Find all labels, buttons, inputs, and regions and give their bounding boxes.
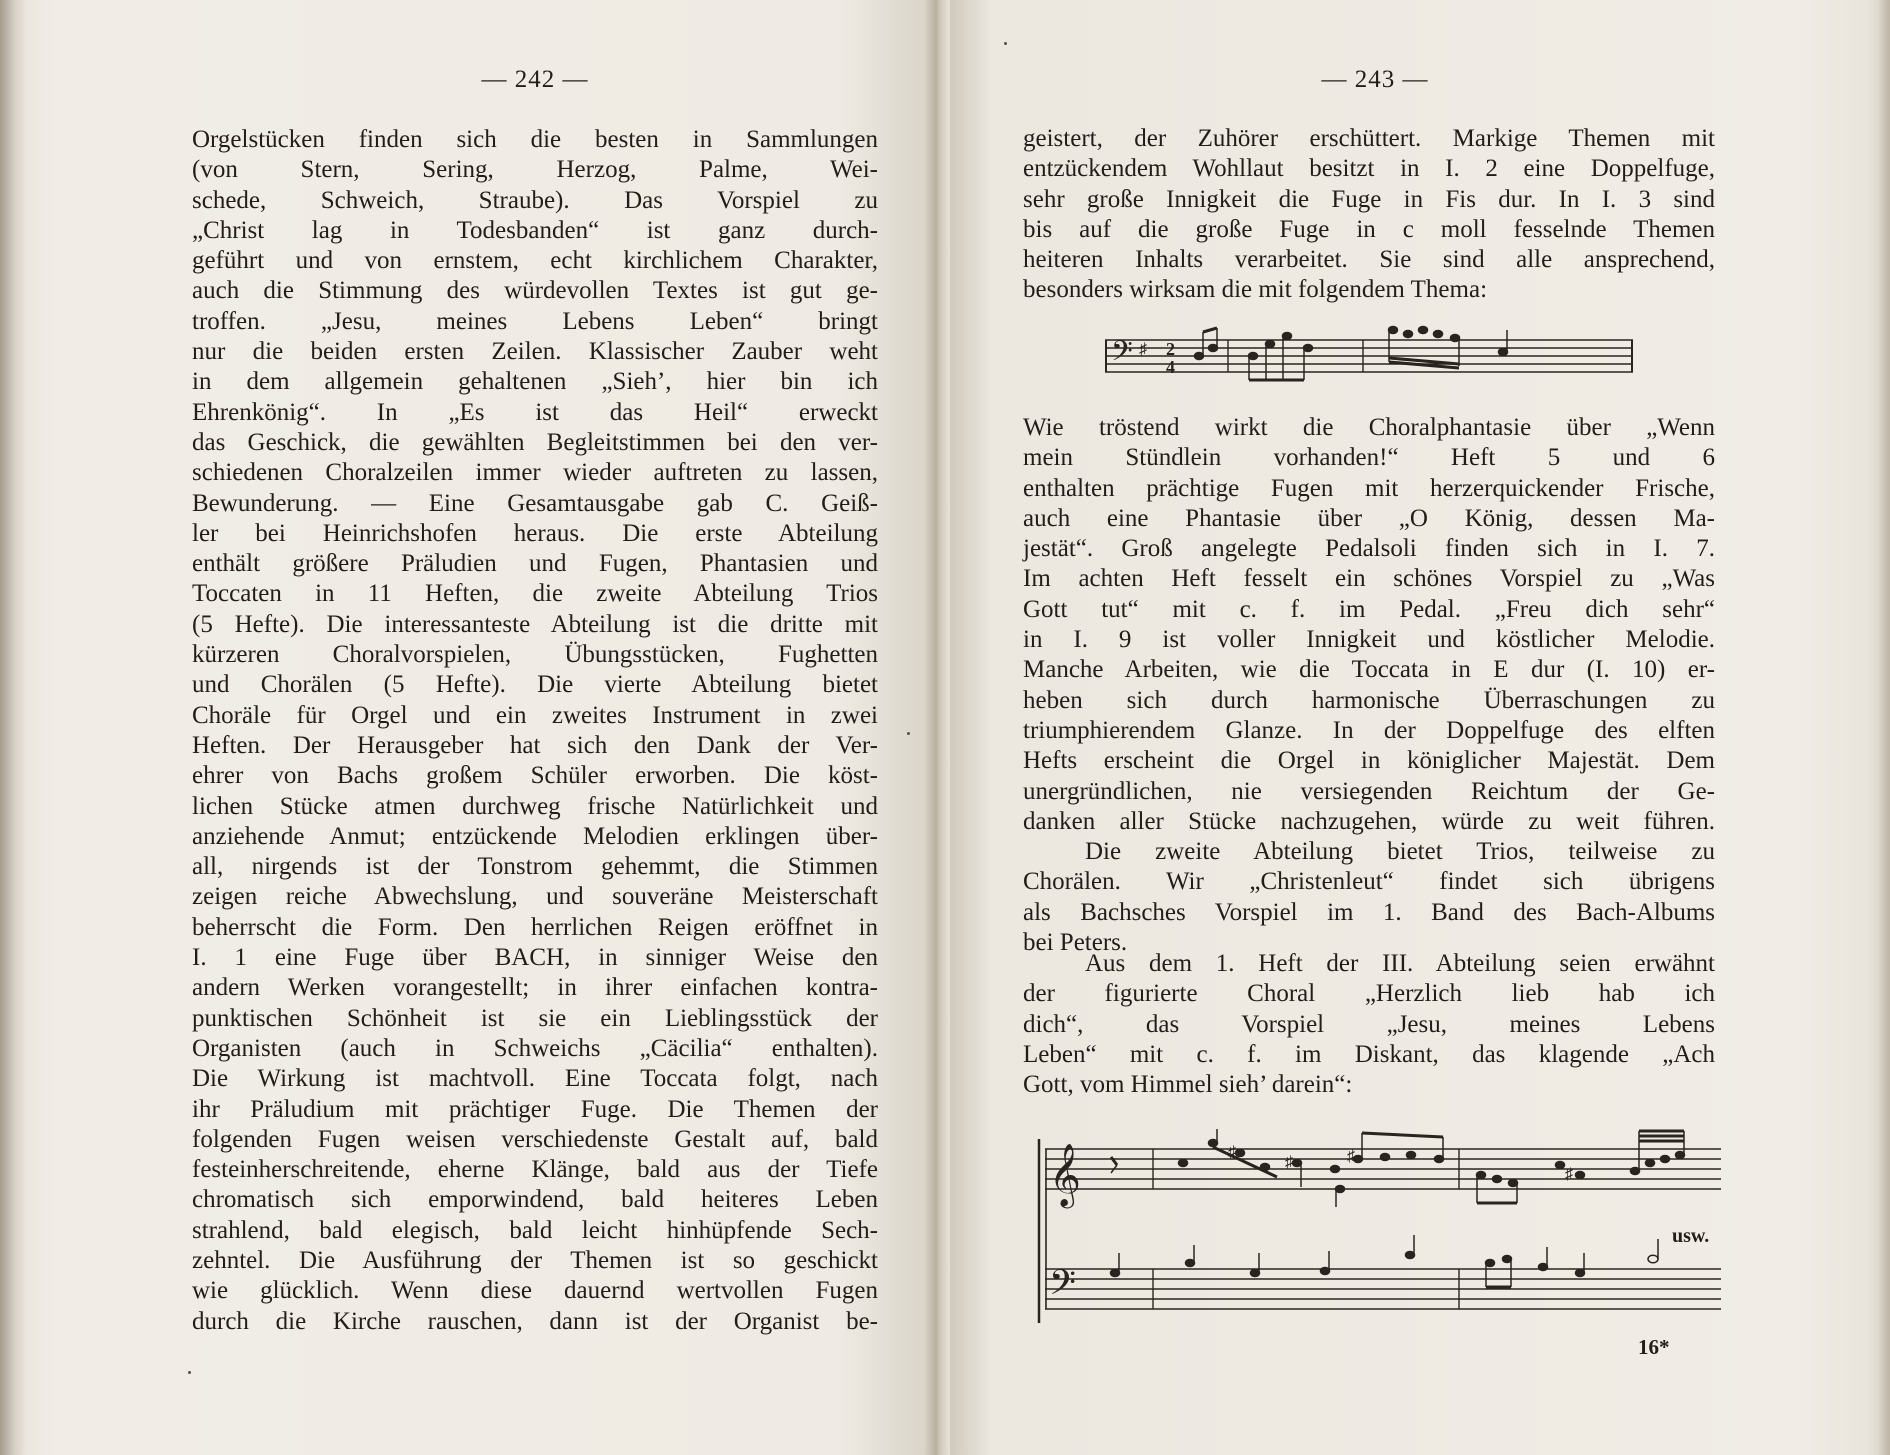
music-theme-excerpt (1103, 318, 1635, 390)
text-line: I. 1 eine Fuge über BACH, in sinniger Weise den (192, 944, 878, 972)
page-number-right: — 243 — (1321, 66, 1429, 93)
text-line: heiteren Inhalts verarbeitet. Sie sind alle ansprechend, (1023, 246, 1715, 274)
text-line: zeigen reiche Abwechslung, und souveräne Meisterschaft (192, 883, 878, 911)
usw-label: usw. (1672, 1225, 1710, 1247)
text-line: punktischen Schönheit ist sie ein Lieblingsstück der (192, 1004, 878, 1032)
text-line: kürzeren Choralvorspielen, Übungsstücken, Fughetten (192, 641, 878, 669)
text-line: mein Stündlein vorhanden!“ Heft 5 und 6 (1023, 444, 1715, 472)
svg-text:𝄢: 𝄢 (1111, 335, 1133, 375)
svg-text:♯: ♯ (1285, 1154, 1293, 1171)
page-number-left: — 242 — (481, 66, 589, 93)
text-line: enthält größere Präludien und Fugen, Phantasien und (192, 550, 878, 578)
text-line: (5 Hefte). Die interessanteste Abteilung ist die dritte mit (192, 610, 878, 638)
text-line: danken aller Stücke nachzugehen, würde zu weit führen. (1023, 807, 1715, 835)
text-line: chromatisch sich emporwindend, bald heiteres Leben (192, 1186, 878, 1214)
text-line: als Bachsches Vorspiel im 1. Band des Bach-Albums (1023, 898, 1715, 926)
book-gutter (925, 0, 950, 1455)
text-line: in I. 9 ist voller Innigkeit und köstlicher Melodie. (1023, 626, 1715, 654)
text-line: all, nirgends ist der Tonstrom gehemmt, die Stimmen (192, 853, 878, 881)
text-line: enthalten prächtige Fugen mit herzerquickender Frische, (1023, 474, 1715, 502)
text-line: Im achten Heft fesselt ein schönes Vorspiel zu „Was (1023, 565, 1715, 593)
text-line: zehntel. Die Ausführung der Themen ist so geschickt (192, 1246, 878, 1274)
right-page-text-block-3 (1023, 949, 1715, 1100)
print-speck (188, 1371, 191, 1374)
text-line: sehr große Innigkeit die Fuge in Fis dur. In I. 3 sind (1023, 185, 1715, 213)
text-line: dich“, das Vorspiel „Jesu, meines Lebens (1023, 1010, 1715, 1038)
text-line: anziehende Anmut; entzückende Melodien erklingen über- (192, 822, 878, 850)
text-line: Organisten (auch in Schweichs „Cäcilia“ enthalten). (192, 1034, 878, 1062)
text-line: Chorälen. Wir „Christenleut“ findet sich übrigens (1023, 868, 1715, 896)
text-line: andern Werken vorangestellt; in ihrer einfachen kontra- (192, 974, 878, 1002)
text-line: (von Stern, Sering, Herzog, Palme, Wei- (192, 156, 878, 184)
text-line: der figurierte Choral „Herzlich lieb hab ich (1023, 980, 1715, 1008)
text-line: geistert, der Zuhörer erschüttert. Markige Themen mit (1023, 125, 1715, 152)
text-line: entzückendem Wohllaut besitzt in I. 2 eine Doppelfuge, (1023, 155, 1715, 183)
print-speck (907, 732, 910, 735)
text-line: Orgelstücken finden sich die besten in Sammlungen (192, 126, 878, 153)
text-line: „Christ lag in Todesbanden“ ist ganz durch- (192, 216, 878, 244)
time-signature-bottom: 4 (1166, 357, 1175, 377)
right-page-text-block-2 (1023, 413, 1715, 958)
text-line: ihr Präludium mit prächtiger Fuge. Die Themen der (192, 1095, 878, 1123)
text-line: Gott, vom Himmel sieh’ darein“: (1023, 1071, 1353, 1099)
text-line: besonders wirksam die mit folgendem Thema: (1023, 276, 1488, 304)
svg-text:𝄞: 𝄞 (1049, 1143, 1081, 1206)
time-signature-top: 2 (1166, 339, 1175, 359)
text-line: triumphierendem Glanze. In der Doppelfuge des elften (1023, 716, 1715, 744)
text-line: schiedenen Choralzeilen immer wieder auftreten zu lassen, (192, 459, 878, 487)
text-line: Wie tröstend wirkt die Choralphantasie über „Wenn (1023, 414, 1715, 441)
svg-text:♯: ♯ (1347, 1148, 1355, 1165)
text-line: festeinherschreitende, eherne Klänge, bald aus der Tiefe (192, 1156, 878, 1184)
text-line: Die Wirkung ist machtvoll. Eine Toccata folgt, nach (192, 1065, 878, 1093)
svg-text:𝄢: 𝄢 (1049, 1262, 1077, 1311)
text-line: schede, Schweich, Straube). Das Vorspiel zu (192, 186, 878, 214)
text-line: Bewunderung. — Eine Gesamtausgabe gab C. Geiß- (192, 489, 878, 517)
text-line: heben sich durch harmonische Überraschungen zu (1023, 686, 1715, 714)
text-line: jestät“. Groß angelegte Pedalsoli finden sich in I. 7. (1023, 535, 1715, 563)
text-line: unergründlichen, nie versiegenden Reichtum der Ge- (1023, 777, 1715, 805)
text-line: Aus dem 1. Heft der III. Abteilung seien erwähnt (1085, 950, 1715, 977)
text-line: ehrer von Bachs großem Schüler erworben. Die köst- (192, 762, 878, 790)
text-line: das Geschick, die gewählten Begleitstimmen bei den ver- (192, 428, 878, 456)
svg-text:♯: ♯ (1565, 1166, 1573, 1183)
left-page-text (192, 125, 878, 1337)
text-line: und Chorälen (5 Hefte). Die vierte Abteilung bietet (192, 671, 878, 699)
text-line: Gott tut“ mit c. f. im Pedal. „Freu dich sehr“ (1023, 595, 1715, 623)
text-line: troffen. „Jesu, meines Lebens Leben“ bringt (192, 307, 878, 335)
text-line: beherrscht die Form. Den herrlichen Reigen eröffnet in (192, 913, 878, 941)
text-line: ler bei Heinrichshofen heraus. Die erste Abteilung (192, 519, 878, 547)
text-line: Choräle für Orgel und ein zweites Instrument in zwei (192, 701, 878, 729)
text-line: Leben“ mit c. f. im Diskant, das klagende „Ach (1023, 1040, 1715, 1068)
music-choral-excerpt (1035, 1127, 1723, 1327)
text-line: in dem allgemein gehaltenen „Sieh’, hier bin ich (192, 368, 878, 396)
text-line: durch die Kirche rauschen, dann ist der Organist be- (192, 1307, 878, 1335)
text-line: lichen Stücke atmen durchweg frische Natürlichkeit und (192, 792, 878, 820)
text-line: Hefts erscheint die Orgel in königlicher Majestät. Dem (1023, 747, 1715, 775)
text-line: Heften. Der Herausgeber hat sich den Dank der Ver- (192, 731, 878, 759)
printer-signature-mark: 16* (1638, 1335, 1670, 1359)
text-line: Toccaten in 11 Heften, die zweite Abteilung Trios (192, 580, 878, 608)
text-line: nur die beiden ersten Zeilen. Klassischer Zauber weht (192, 338, 878, 366)
text-line: auch die Stimmung des würdevollen Textes ist gut ge- (192, 277, 878, 305)
text-line: bei Peters. (1023, 929, 1128, 957)
text-line: folgenden Fugen weisen verschiedenste Gestalt auf, bald (192, 1125, 878, 1153)
text-line: Ehrenkönig“. In „Es ist das Heil“ erweckt (192, 398, 878, 426)
text-line: bis auf die große Fuge in c moll fesselnde Themen (1023, 215, 1715, 243)
text-line: Manche Arbeiten, wie die Toccata in E dur (I. 10) er- (1023, 656, 1715, 684)
svg-text:♯: ♯ (1228, 1144, 1236, 1161)
text-line: wie glücklich. Wenn diese dauernd wertvollen Fugen (192, 1277, 878, 1305)
svg-text:♯: ♯ (1139, 341, 1147, 358)
left-page-edge (0, 0, 26, 1455)
text-line: auch eine Phantasie über „O König, dessen Ma- (1023, 504, 1715, 532)
right-page-text-block-1 (1023, 124, 1715, 306)
text-line: geführt und von ernstem, echt kirchlichem Charakter, (192, 247, 878, 275)
print-speck (1004, 42, 1007, 45)
text-line: Die zweite Abteilung bietet Trios, teilweise zu (1085, 838, 1715, 866)
right-page-edge (1868, 0, 1890, 1455)
text-line: strahlend, bald elegisch, bald leicht hinhüpfende Sech- (192, 1216, 878, 1244)
